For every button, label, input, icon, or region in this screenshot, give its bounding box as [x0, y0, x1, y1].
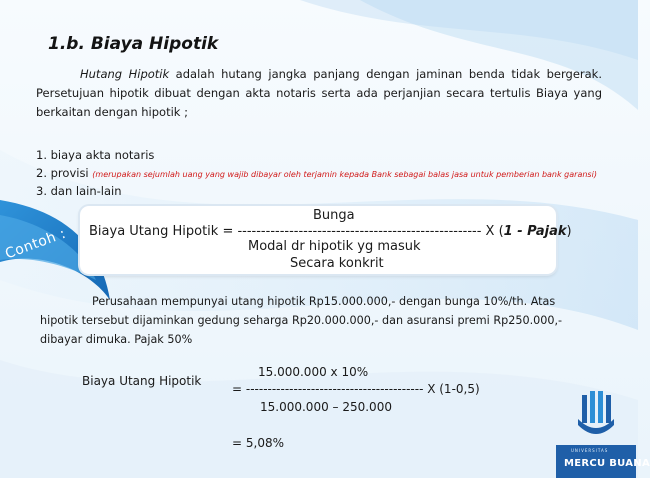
calc-result: = 5,08%	[232, 436, 284, 450]
list-item-2	[36, 166, 597, 180]
intro-text: adalah hutang jangka panjang dengan jaminan benda tidak bergerak. Persetujuan hipotik dibuat dengan akta notaris serta ada perjanjian secara tertulis Biaya yang berkaitan dengan hipotik ;	[36, 67, 603, 119]
calc-numerator: 15.000.000 x 10%	[258, 365, 369, 379]
list-item-1: 1. biaya akta notaris	[36, 148, 155, 162]
intro-paragraph	[36, 65, 602, 122]
contoh-label: Contoh :	[3, 225, 69, 263]
formula-lhs: Biaya Utang Hipotik = ---------------------------------------------------- X (	[89, 224, 504, 239]
example-line-3: dibayar dimuka. Pajak 50%	[40, 333, 193, 346]
list-item-3: 3. dan lain-lain	[36, 184, 122, 198]
list-item-2-note: (merupakan sejumlah uang yang wajib dibayar oleh terjamin kepada Bank sebagai balas jasa untuk pemberian bank garansi)	[92, 170, 597, 179]
calc-denominator: 15.000.000 – 250.000	[260, 400, 392, 414]
list-item-2-label: 2. provisi	[36, 166, 89, 180]
page-title: 1.b. Biaya Hipotik	[48, 34, 219, 54]
intro-term: Hutang Hipotik	[80, 67, 170, 81]
example-line-1: Perusahaan mempunyai utang hipotik Rp15.000.000,- dengan bunga 10%/th. Atas	[92, 295, 556, 308]
calc-label: Biaya Utang Hipotik	[82, 374, 202, 388]
formula-note: Secara konkrit	[290, 256, 384, 271]
calc-equals-line: = ----------------------------------------- X (1-0,5)	[232, 382, 480, 396]
formula-factor: 1 - Pajak	[503, 224, 567, 239]
formula-line	[89, 224, 572, 239]
logo-name: MERCU BUANA	[564, 458, 650, 469]
formula-close: )	[566, 224, 572, 239]
formula-denominator: Modal dr hipotik yg masuk	[248, 239, 421, 254]
formula-box	[80, 206, 572, 274]
logo-sub-text: UNIVERSITAS	[571, 448, 609, 453]
formula-numerator: Bunga	[313, 208, 355, 223]
example-line-2: hipotik tersebut dijaminkan gedung seharga Rp20.000.000,- dan asuransi premi Rp250.000,-	[40, 314, 563, 327]
